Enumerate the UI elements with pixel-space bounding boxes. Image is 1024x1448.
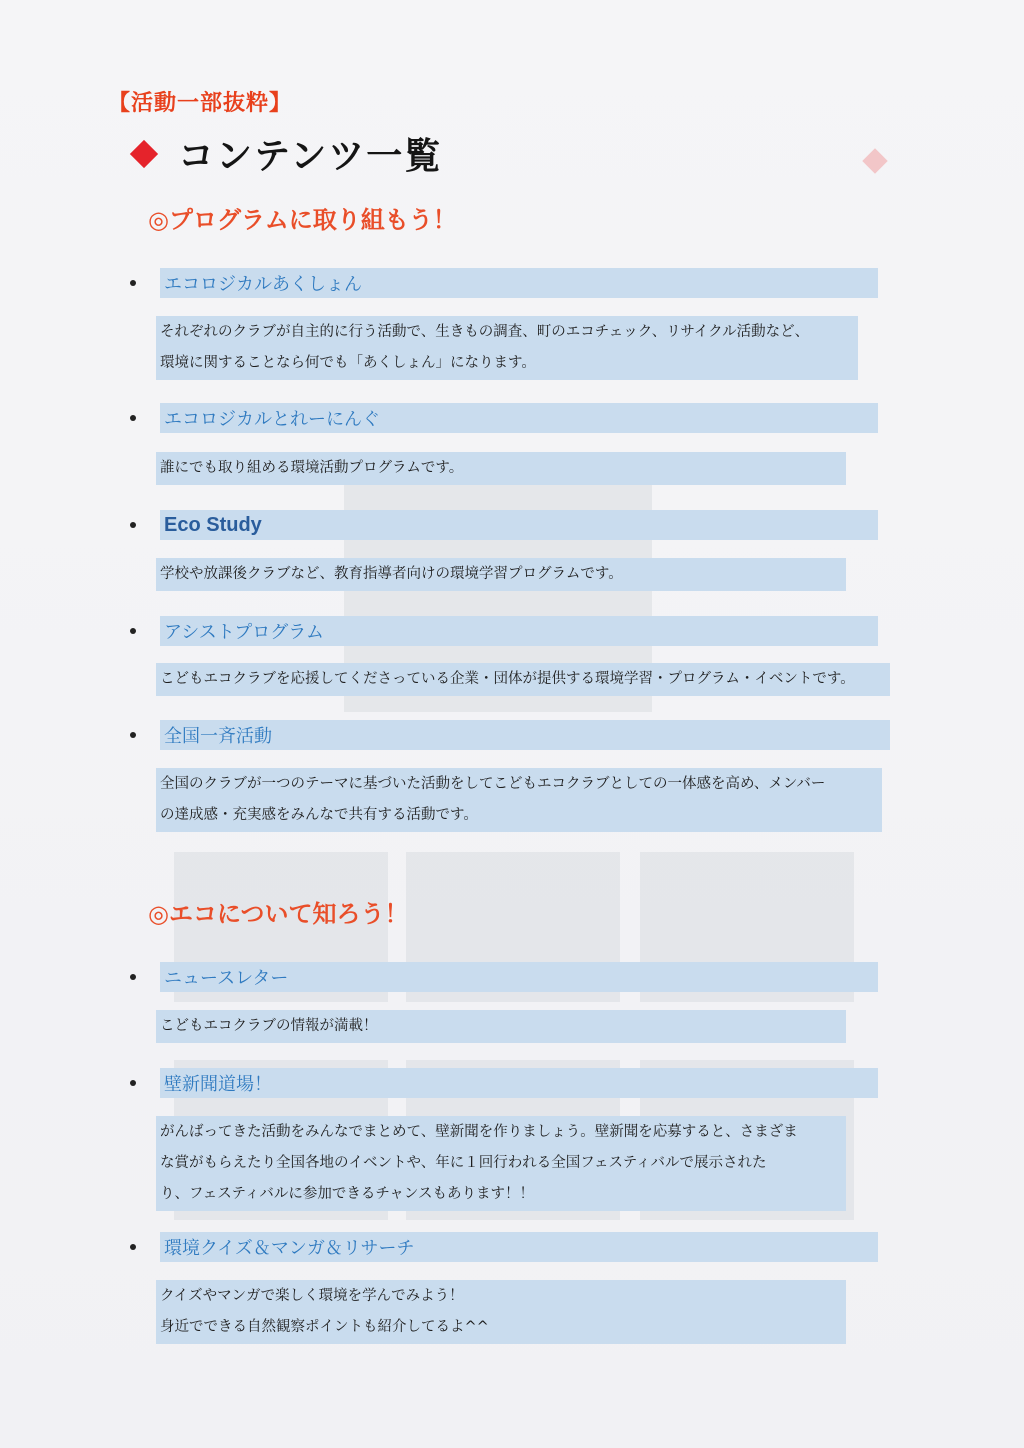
bullet-icon xyxy=(130,1080,136,1086)
description-line: の達成感・充実感をみんなで共有する活動です。 xyxy=(160,807,478,823)
bullet-icon xyxy=(130,628,136,634)
description-line: り、フェスティバルに参加できるチャンスもあります！！ xyxy=(160,1186,534,1202)
description-line: 環境に関することなら何でも「あくしょん」になります。 xyxy=(160,355,536,371)
item-title: 環境クイズ＆マンガ＆リサーチ xyxy=(160,1232,878,1262)
list-item-title xyxy=(128,268,878,298)
item-description xyxy=(156,558,846,591)
list-item-title xyxy=(128,510,878,540)
bullet-icon xyxy=(130,732,136,738)
bullet-icon xyxy=(130,415,136,421)
list-item-title xyxy=(128,962,878,992)
item-title: Eco Study xyxy=(160,510,878,540)
item-title: ニュースレター xyxy=(160,962,878,992)
bullet-icon xyxy=(130,974,136,980)
description-line: それぞれのクラブが自主的に行う活動で、生きもの調査、町のエコチェック、リサイクル活動など、 xyxy=(160,324,810,340)
item-title: エコロジカルあくしょん xyxy=(160,268,878,298)
description-line: 身近でできる自然観察ポイントも紹介してるよ^^ xyxy=(160,1319,489,1335)
description-line: こどもエコクラブを応援してくださっている企業・団体が提供する環境学習・プログラム・イベントです。 xyxy=(160,671,855,687)
section-heading: ◎エコについて知ろう！ xyxy=(148,900,409,928)
item-title: 全国一斉活動 xyxy=(160,720,890,750)
item-title: 壁新聞道場！ xyxy=(160,1068,878,1098)
item-description xyxy=(156,316,858,380)
bullet-icon xyxy=(130,280,136,286)
item-description xyxy=(156,1010,846,1043)
item-description xyxy=(156,768,882,832)
list-item-title xyxy=(128,403,878,433)
list-item-title xyxy=(128,720,890,750)
item-description xyxy=(156,1116,846,1211)
item-title: エコロジカルとれーにんぐ xyxy=(160,403,878,433)
description-line: 学校や放課後クラブなど、教育指導者向けの環境学習プログラムです。 xyxy=(160,566,623,582)
page-title: コンテンツ一覧 xyxy=(178,136,443,177)
bullet-icon xyxy=(130,522,136,528)
item-title: アシストプログラム xyxy=(160,616,878,646)
description-line: がんばってきた活動をみんなでまとめて、壁新聞を作りましょう。壁新聞を応募すると、さまざま xyxy=(160,1124,798,1140)
red-diamond-icon xyxy=(130,139,158,167)
bleed-through-diamond xyxy=(862,148,887,173)
item-description xyxy=(156,663,890,696)
description-line: クイズやマンガで楽しく環境を学んでみよう！ xyxy=(160,1288,464,1304)
page-title-row xyxy=(128,128,442,179)
description-line: こどもエコクラブの情報が満載！ xyxy=(160,1018,378,1034)
list-item-title xyxy=(128,1068,878,1098)
description-line: 全国のクラブが一つのテーマに基づいた活動をしてこどもエコクラブとしての一体感を高め、メンバー xyxy=(160,776,826,792)
section-heading: ◎プログラムに取り組もう！ xyxy=(148,206,457,234)
list-item-title xyxy=(128,616,878,646)
list-item-title xyxy=(128,1232,878,1262)
section-tag: 【活動一部抜粋】 xyxy=(108,91,293,116)
bullet-icon xyxy=(130,1244,136,1250)
description-line: な賞がもらえたり全国各地のイベントや、年に１回行われる全国フェスティバルで展示された xyxy=(160,1155,767,1171)
description-line: 誰にでも取り組める環境活動プログラムです。 xyxy=(160,460,464,476)
item-description xyxy=(156,452,846,485)
item-description xyxy=(156,1280,846,1344)
